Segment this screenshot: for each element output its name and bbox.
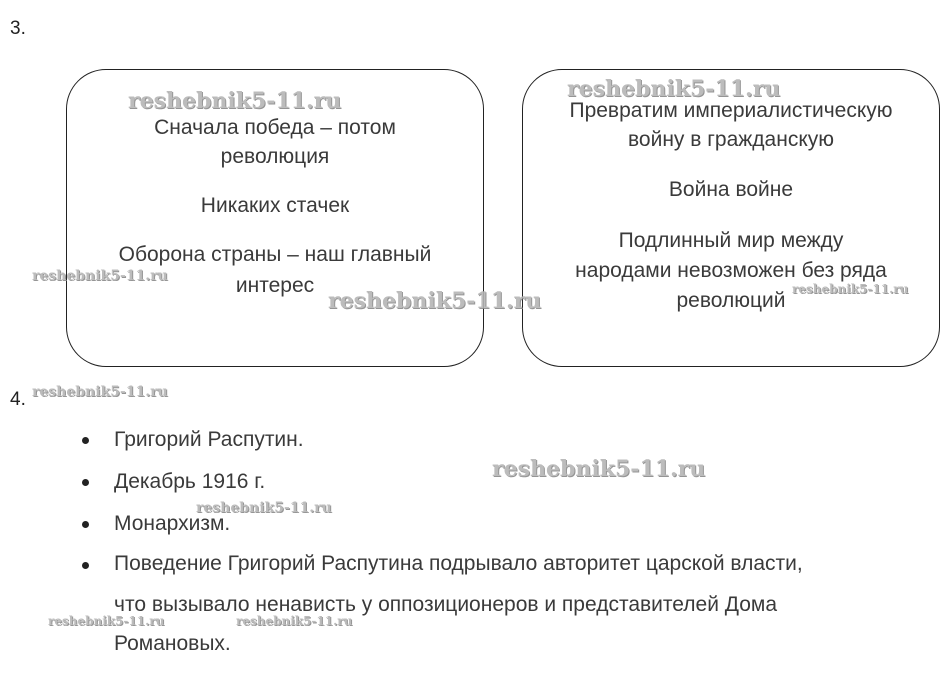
watermark: reshebnik5-11.ru	[32, 384, 168, 400]
watermark: reshebnik5-11.ru	[792, 282, 909, 296]
right-box-line: войну в гражданскую	[627, 128, 835, 151]
watermark: reshebnik5-11.ru	[567, 76, 781, 102]
list-item-continuation: что вызывало ненависть у оппозиционеров и представителей Дома	[114, 593, 778, 616]
bullet-icon	[82, 562, 89, 569]
watermark: reshebnik5-11.ru	[492, 456, 706, 482]
list-item: Григорий Распутин.	[114, 428, 304, 451]
left-box-line: интерес	[235, 274, 315, 297]
list-item-continuation: Романовых.	[114, 632, 231, 655]
watermark: reshebnik5-11.ru	[32, 268, 168, 284]
watermark: reshebnik5-11.ru	[328, 288, 542, 314]
watermark: reshebnik5-11.ru	[196, 500, 332, 516]
watermark: reshebnik5-11.ru	[236, 614, 353, 628]
left-box-line: революция	[220, 145, 330, 168]
right-box-line: народами невозможен без ряда	[575, 259, 887, 282]
watermark: reshebnik5-11.ru	[48, 614, 165, 628]
watermark: reshebnik5-11.ru	[128, 88, 342, 114]
right-box-line: Превратим империалистическую	[569, 99, 893, 122]
bullet-icon	[82, 437, 89, 444]
left-box-line: Оборона страны – наш главный	[118, 243, 432, 266]
list-item: Декабрь 1916 г.	[114, 470, 266, 493]
left-box-line: Никаких стачек	[200, 194, 350, 217]
list-item: Поведение Григорий Распутина подрывало авторитет царской власти,	[114, 552, 803, 575]
right-box-line: революций	[676, 289, 786, 312]
task-3-number: 3.	[10, 18, 26, 39]
left-box-line: Сначала победа – потом	[154, 116, 396, 139]
list-item: Монархизм.	[114, 512, 231, 535]
task-4-number: 4.	[10, 389, 26, 410]
bullet-icon	[82, 479, 89, 486]
bullet-icon	[82, 521, 89, 528]
right-box-line: Война войне	[668, 178, 794, 201]
right-box-line: Подлинный мир между	[618, 229, 844, 252]
